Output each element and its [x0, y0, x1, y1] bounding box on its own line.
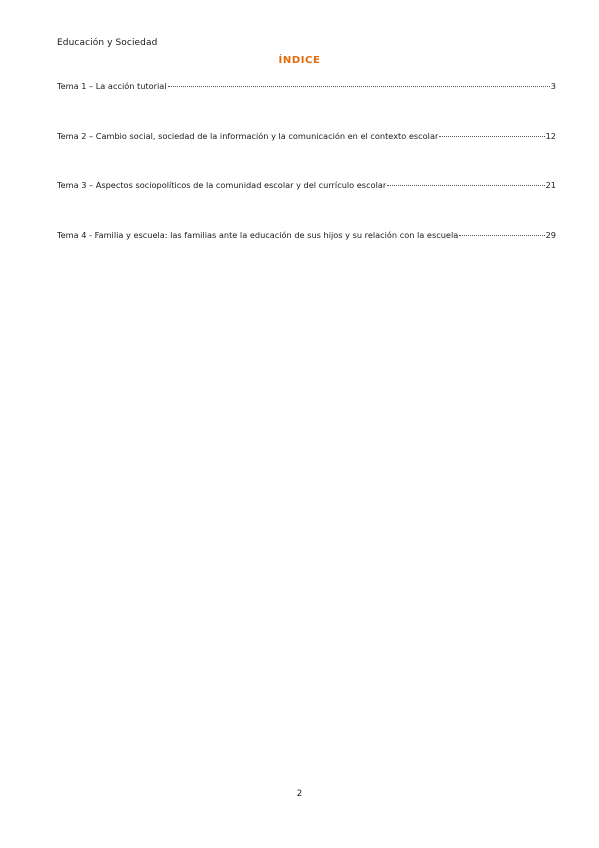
toc-entry-page: 3 — [550, 81, 556, 91]
page-number: 2 — [296, 789, 303, 799]
running-header: Educación y Sociedad — [57, 38, 158, 48]
toc-entry-tema-3[interactable] — [57, 179, 556, 191]
toc-entry-tema-2[interactable] — [57, 130, 556, 142]
toc-entry-label: Tema 2 – Cambio social, sociedad de la información y la comunicación en el contexto escolar — [57, 131, 439, 141]
index-title: ÍNDICE — [278, 55, 321, 66]
toc-entry-tema-1[interactable] — [57, 80, 556, 92]
toc-entry-label: Tema 3 – Aspectos sociopolíticos de la comunidad escolar y del currículo escolar — [57, 180, 387, 190]
toc-dot-leader — [387, 185, 544, 186]
toc-dot-leader — [168, 86, 550, 87]
toc-entry-page: 21 — [545, 180, 556, 190]
toc-entry-label: Tema 4 - Familia y escuela: las familias ante la educación de sus hijos y su relación con la escuela — [57, 230, 459, 240]
toc-entry-label: Tema 1 – La acción tutorial — [57, 81, 167, 91]
toc-dot-leader — [439, 136, 544, 137]
toc-entry-page: 12 — [545, 131, 556, 141]
toc-entry-page: 29 — [545, 230, 556, 240]
toc-entry-tema-4[interactable] — [57, 229, 556, 241]
toc-dot-leader — [459, 235, 544, 236]
